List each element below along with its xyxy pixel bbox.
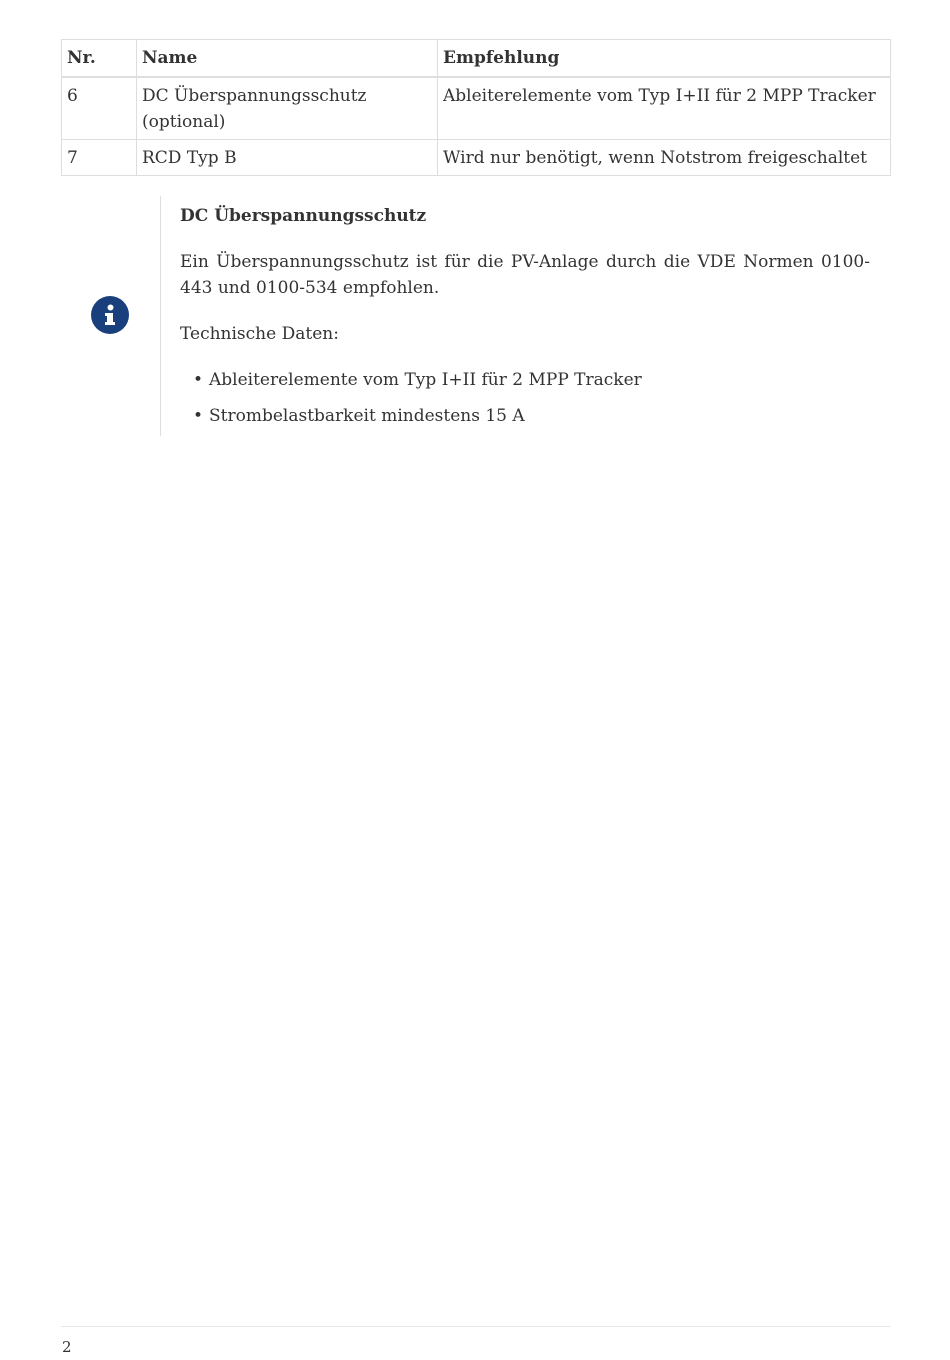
list-item-text: Strombelastbarkeit mindestens 15 A: [209, 406, 525, 426]
admonition-body: Ein Überspannungsschutz ist für die PV-Anlage durch die VDE Normen 0100-443 und 0100-534 empfohlen.: [180, 252, 870, 298]
technical-data-label: Technische Daten:: [180, 324, 339, 344]
info-icon: [91, 296, 129, 334]
column-header-name: Name: [137, 40, 438, 78]
admonition-content: [180, 196, 870, 439]
list-item: [193, 367, 870, 393]
admonition-icon-cell: [61, 196, 161, 436]
table-row: [62, 77, 891, 140]
technical-data-list: [180, 367, 870, 429]
table-row: [62, 140, 891, 176]
bullet-icon: •: [193, 406, 204, 426]
list-item-text: Ableiterelemente vom Typ I+II für 2 MPP Tracker: [209, 370, 642, 390]
cell-empfehlung: Wird nur benötigt, wenn Notstrom freigeschaltet: [438, 140, 891, 176]
table-header-row: [62, 40, 891, 78]
cell-name: RCD Typ B: [137, 140, 438, 176]
cell-name: DC Überspannungsschutz (optional): [137, 77, 438, 140]
column-header-nr: Nr.: [62, 40, 137, 78]
cell-nr: 7: [62, 140, 137, 176]
info-admonition: [61, 196, 890, 436]
document-page: [61, 39, 890, 436]
list-item: [193, 403, 870, 429]
bullet-icon: •: [193, 370, 204, 390]
recommendation-table: [61, 39, 891, 176]
column-header-empfehlung: Empfehlung: [438, 40, 891, 78]
cell-empfehlung: Ableiterelemente vom Typ I+II für 2 MPP Tracker: [438, 77, 891, 140]
page-number: 2: [62, 1338, 72, 1356]
admonition-title: DC Überspannungsschutz: [180, 206, 427, 226]
cell-nr: 6: [62, 77, 137, 140]
footer-divider: [61, 1326, 890, 1327]
